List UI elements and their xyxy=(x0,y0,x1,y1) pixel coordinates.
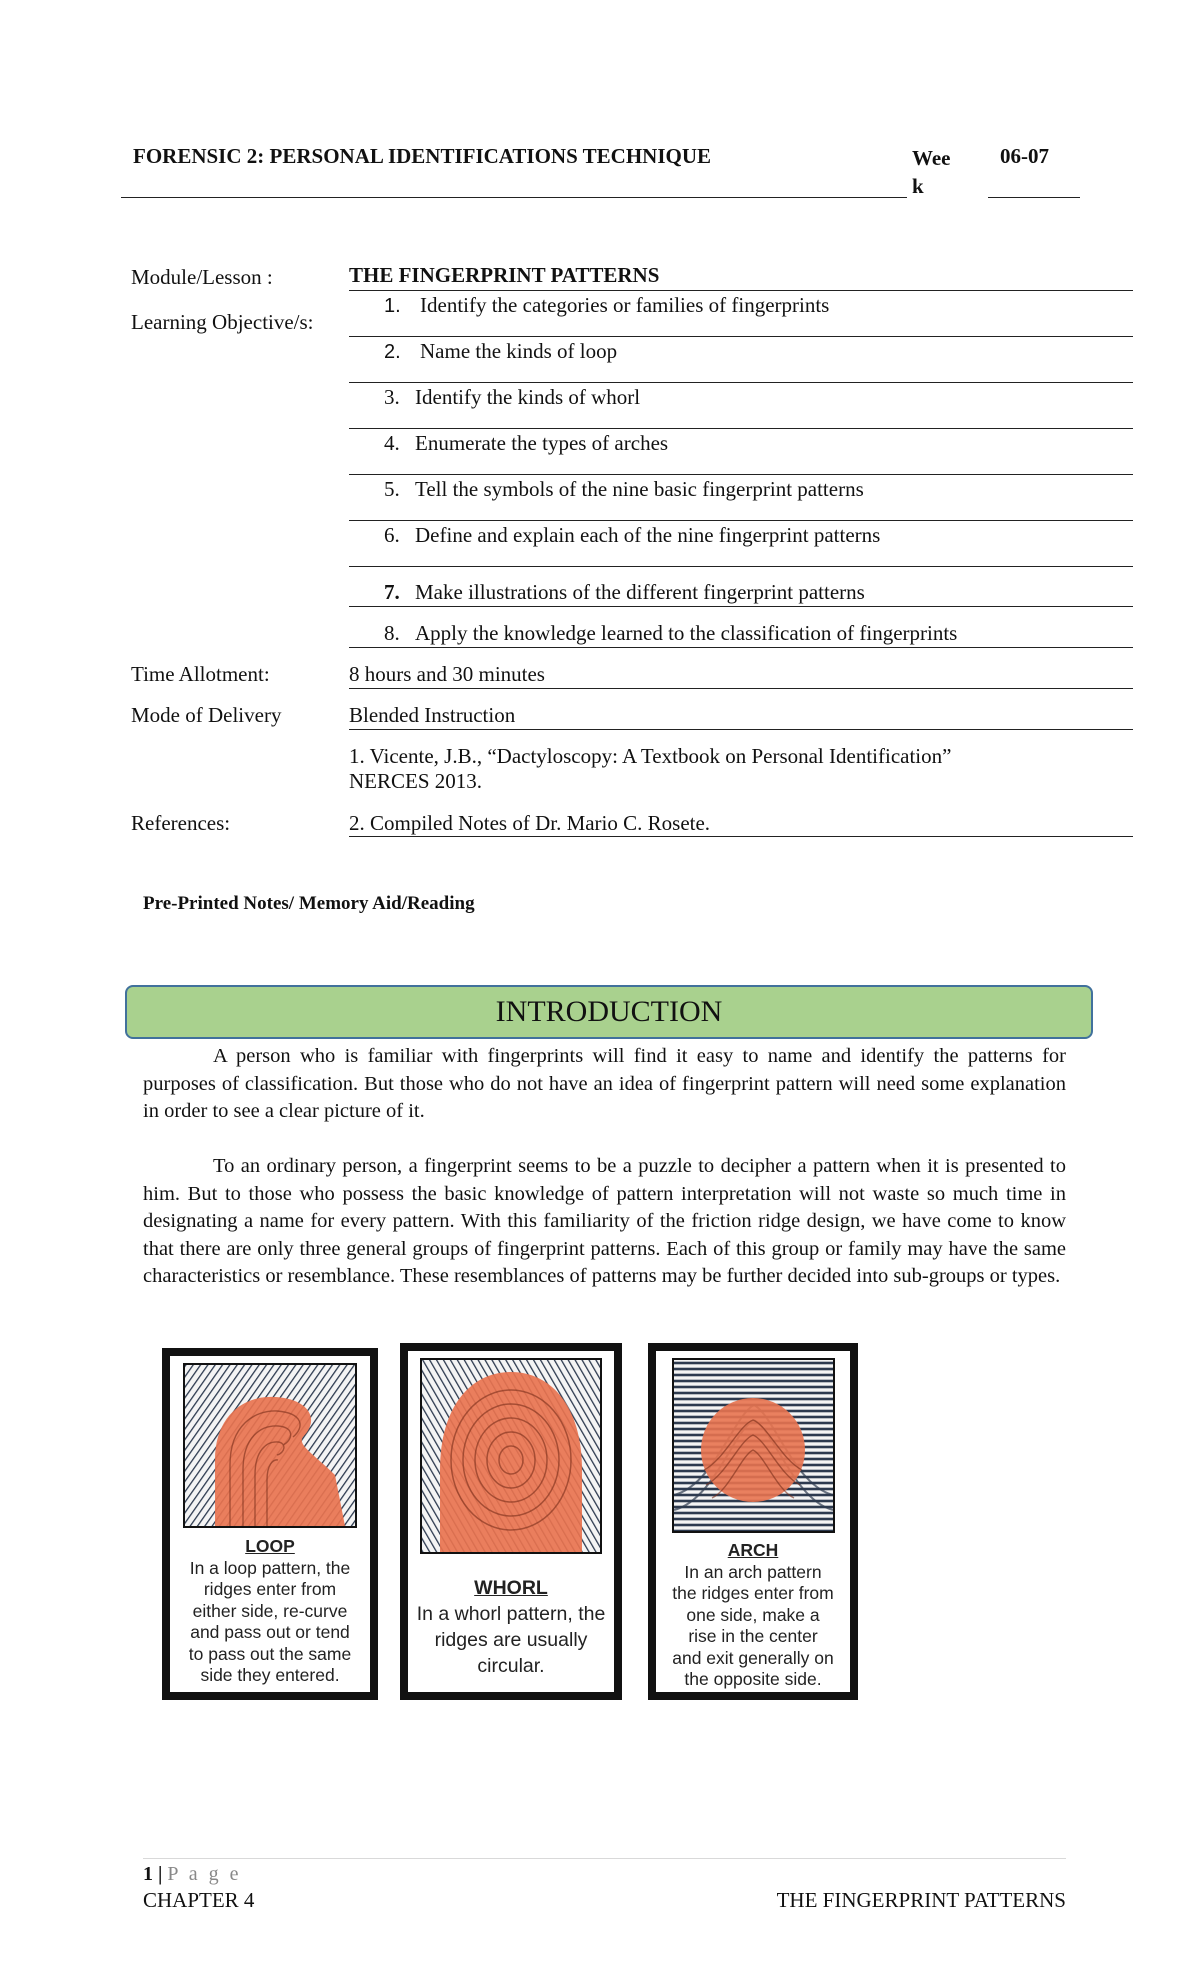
page-number-label: P a g e xyxy=(167,1863,242,1885)
objective-number: 4. xyxy=(384,431,400,455)
objective-rule xyxy=(349,336,1133,337)
module-value: THE FINGERPRINT PATTERNS xyxy=(349,263,660,287)
pattern-card-arch xyxy=(648,1343,858,1700)
objective-text: Tell the symbols of the nine basic fingerprint patterns xyxy=(415,477,864,501)
whorl-caption xyxy=(408,1575,614,1679)
loop-caption xyxy=(170,1536,370,1687)
module-rule xyxy=(349,290,1133,291)
caption-line: rise in the center xyxy=(688,1626,818,1646)
reference-line: 2. Compiled Notes of Dr. Mario C. Rosete. xyxy=(349,811,711,835)
week-label-line1: Wee xyxy=(912,146,951,170)
references-rule xyxy=(349,836,1133,837)
time-rule xyxy=(349,688,1133,689)
objective-text: Define and explain each of the nine fingerprint patterns xyxy=(415,523,881,547)
objective-text: Identify the kinds of whorl xyxy=(415,385,641,409)
whorl-title: WHORL xyxy=(474,1577,548,1599)
objective-item xyxy=(384,621,957,646)
caption-line: In a loop pattern, the xyxy=(189,1557,351,1578)
caption-line: and pass out or tend xyxy=(190,1622,350,1642)
objective-number: 8. xyxy=(384,621,400,645)
course-title: FORENSIC 2: PERSONAL IDENTIFICATIONS TECHNIQUE xyxy=(133,144,712,168)
objective-rule xyxy=(349,382,1133,383)
arch-fingerprint-image xyxy=(672,1358,835,1533)
caption-line: either side, re-curve xyxy=(192,1600,348,1621)
objective-rule xyxy=(349,474,1133,475)
week-underline xyxy=(988,197,1080,198)
reference-item xyxy=(349,811,710,836)
caption-line: the opposite side. xyxy=(684,1669,822,1689)
caption-line: ridges are usually xyxy=(434,1629,588,1651)
objective-item xyxy=(384,339,617,364)
objective-item xyxy=(384,431,668,456)
caption-line: to pass out the same xyxy=(188,1643,352,1664)
caption-line: the ridges enter from xyxy=(672,1583,834,1603)
objective-rule xyxy=(349,606,1133,607)
caption-line: ridges enter from xyxy=(203,1579,337,1599)
objective-rule xyxy=(349,428,1133,429)
objective-text: Identify the categories or families of fingerprints xyxy=(420,293,830,317)
objective-number: 1. xyxy=(384,295,401,317)
caption-line: In an arch pattern xyxy=(684,1561,822,1582)
objective-item xyxy=(384,523,880,548)
week-label-line2: k xyxy=(912,174,924,198)
pattern-card-loop xyxy=(162,1348,378,1700)
objective-number: 2. xyxy=(384,341,401,363)
intro-paragraph-text: To an ordinary person, a fingerprint seems to be a puzzle to decipher a pattern when it is presented to him. But to those who possess the basic knowledge of pattern interpretation will not waste so much time in designating a name for every pattern. With this familiarity of the friction ridge design, we have come to know that there are only three general groups of fingerprint patterns. Each of this group or family may have the same characteristics or resemblance. These resemblances of patterns may be further decided into sub-groups or types. xyxy=(143,1155,1066,1287)
introduction-banner xyxy=(125,985,1093,1039)
whorl-fingerprint-image xyxy=(420,1358,602,1554)
pattern-card-whorl xyxy=(400,1343,622,1700)
week-value: 06-07 xyxy=(1000,144,1049,168)
caption-line: circular. xyxy=(477,1655,545,1677)
objective-item xyxy=(384,385,640,410)
time-label: Time Allotment: xyxy=(131,662,270,686)
module-label: Module/Lesson : xyxy=(131,265,273,289)
time-value: 8 hours and 30 minutes xyxy=(349,662,545,686)
objective-rule xyxy=(349,520,1133,521)
reference-item xyxy=(349,744,951,794)
caption-line: side they entered. xyxy=(200,1665,340,1685)
page-number-value: 1 xyxy=(143,1863,153,1885)
objective-item xyxy=(384,580,865,605)
intro-paragraph xyxy=(143,1153,1066,1291)
objective-item xyxy=(384,477,864,502)
objective-text: Make illustrations of the different fingerprint patterns xyxy=(415,580,865,604)
footer-rule xyxy=(143,1858,1066,1859)
loop-title: LOOP xyxy=(245,1536,295,1556)
reference-line: NERCES 2013. xyxy=(349,769,483,793)
introduction-heading: INTRODUCTION xyxy=(495,995,723,1028)
objective-text: Enumerate the types of arches xyxy=(415,431,669,455)
objective-rule xyxy=(349,566,1133,567)
week-label xyxy=(912,144,962,200)
mode-value: Blended Instruction xyxy=(349,703,516,727)
footer-chapter-title: THE FINGERPRINT PATTERNS xyxy=(776,1888,1066,1912)
header-underline xyxy=(121,197,907,198)
intro-paragraph xyxy=(143,1043,1066,1126)
mode-label: Mode of Delivery xyxy=(131,703,282,727)
arch-title: ARCH xyxy=(727,1540,779,1560)
caption-line: and exit generally on xyxy=(672,1647,834,1668)
objective-number: 3. xyxy=(384,385,400,409)
footer-chapter: CHAPTER 4 xyxy=(143,1888,255,1912)
mode-rule xyxy=(349,729,1133,730)
objective-text: Name the kinds of loop xyxy=(420,339,618,363)
loop-fingerprint-image xyxy=(183,1363,357,1528)
caption-line: one side, make a xyxy=(686,1604,820,1625)
objective-number: 5. xyxy=(384,477,400,501)
intro-paragraph-text: A person who is familiar with fingerprints will find it easy to name and identify the patterns for purposes of classification. But those who do not have an idea of fingerprint pattern will need some explanation in order to see a clear picture of it. xyxy=(143,1045,1066,1122)
objective-text: Apply the knowledge learned to the classification of fingerprints xyxy=(415,621,958,645)
page-number: 1 | P a g e xyxy=(143,1863,242,1885)
arch-caption xyxy=(656,1540,850,1691)
objective-item xyxy=(384,293,829,318)
objective-rule xyxy=(349,647,1133,648)
objectives-label: Learning Objective/s: xyxy=(131,310,314,334)
reference-line: 1. Vicente, J.B., “Dactyloscopy: A Textbook on Personal Identification” xyxy=(349,744,952,768)
caption-line: In a whorl pattern, the xyxy=(416,1603,606,1625)
objective-number: 7. xyxy=(384,580,400,604)
objective-number: 6. xyxy=(384,523,400,547)
notes-heading: Pre-Printed Notes/ Memory Aid/Reading xyxy=(143,893,475,914)
references-label: References: xyxy=(131,811,231,835)
